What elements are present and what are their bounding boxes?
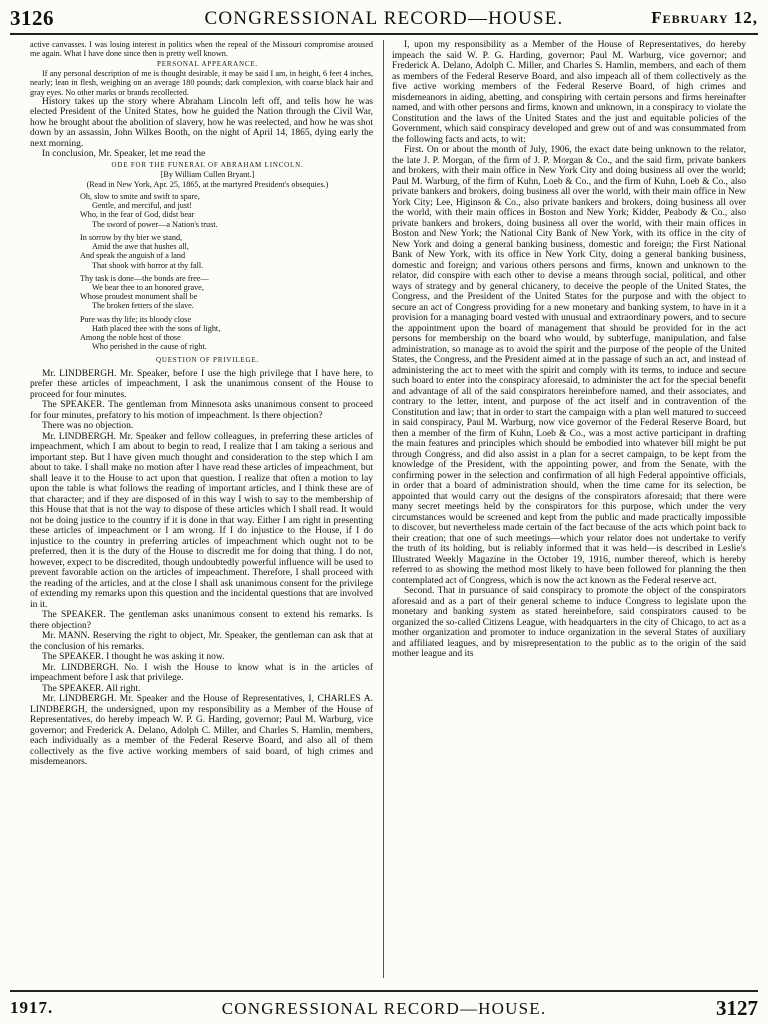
poem-stanza — [80, 274, 373, 311]
poem-line: Thy task is done—the bonds are free— — [80, 273, 209, 283]
poem-line: Oh, slow to smite and swift to spare, — [80, 192, 200, 202]
poem-stanza — [80, 192, 373, 229]
paragraph: Mr. LINDBERGH. No. I wish the House to know what is in the articles of impeachment before I ask that privilege. — [30, 662, 373, 684]
poem-stanza — [80, 233, 373, 270]
page-footer — [10, 990, 758, 1020]
poem-line: We bear thee to an honored grave, — [92, 282, 204, 292]
footer-title: CONGRESSIONAL RECORD—HOUSE. — [221, 999, 547, 1018]
left-column — [30, 40, 373, 978]
issue-date: February 12, — [651, 8, 758, 27]
paragraph: Mr. MANN. Reserving the right to object, Mr. Speaker, the gentleman can ask that at the conclusion of his remarks. — [30, 631, 373, 652]
poem-line: In sorrow by thy bier we stand, — [80, 232, 183, 242]
personal-appearance-heading: PERSONAL APPEARANCE. — [157, 59, 258, 68]
header-rule — [10, 33, 758, 35]
ode-note: (Read in New York, Apr. 25, 1865, at the martyred President's obsequies.) — [86, 179, 329, 189]
poem-line: Who perished in the cause of right. — [92, 342, 207, 352]
poem-line: The broken fetters of the slave. — [92, 301, 194, 311]
poem-stanza — [80, 315, 373, 352]
poem-line: And speak the anguish of a land — [80, 251, 186, 261]
paragraph: Mr. LINDBERGH. Mr. Speaker and the House of Representatives, I, CHARLES A. LINDBERGH, the undersigned, upon my responsibility as a Member of the House of Representatives, do hereby impeach W. P. G. Harding, governor; Paul M. Warburg, vice governor; and Frederick A. Delano, Adolph C. Miller, and Charles S. Hamlin, members, each individually as a member of the Federal Reserve Board, and also all of them collectively as the five active working members of said board, of high crimes and misdemeanors. — [30, 694, 373, 768]
paragraph: Mr. LINDBERGH. Mr. Speaker, before I use the high privilege that I have here, to prefer these articles of impeachment, I ask the unanimous consent of the House to proceed for four minutes. — [30, 368, 373, 400]
publication-title: CONGRESSIONAL RECORD—HOUSE. — [204, 8, 564, 29]
poem-line: Whose proudest monument shall be — [80, 292, 198, 302]
page-header — [10, 6, 758, 32]
poem-line: That shook with horror at thy fall. — [92, 260, 204, 270]
intro-text: active canvasses. I was losing interest in politics when the repeal of the Missouri compromise aroused me again. What I have done since then is pretty well known. — [30, 40, 373, 59]
conclusion-paragraph: In conclusion, Mr. Speaker, let me read the — [42, 149, 206, 160]
paragraph: The SPEAKER. All right. — [42, 683, 141, 694]
paragraph: Second. That in pursuance of said conspiracy to promote the object of the conspirators aforesaid and as a part of their general scheme to induce Congress to legislate upon the monetary and banking system as stated hereinbefore, said conspirators caused to be organized the so-called Citizens League, with headquarters in the city of Chicago, to act as a mother organization and promoter to induce organization in the several States of auxiliary and affiliated leagues, and by misrepresentation to the public as to the origin of the said mother league and its — [392, 586, 746, 659]
footer-page-number: 3127 — [716, 996, 758, 1020]
paragraph: The SPEAKER. The gentleman asks unanimous consent to extend his remarks. Is there objection? — [30, 610, 373, 631]
footer-year: 1917. — [10, 998, 54, 1017]
paragraph: Mr. LINDBERGH. Mr. Speaker and fellow colleagues, in preferring these articles of impeachment, which I am about to begin to read, I realize that I am taking a serious and important step. But I have given much thought and consideration to the step which I am about to take. I shall make no motion after I have read these articles of impeachment, but shall leave it to the House to act upon that question. I realize that often a motion to lay upon the table is what follows the reading of important articles, and I think these are of that character; and if they are disposed of in this way I wish to say to the membership of this House that that is not the way to dispose of these articles which I shall read. It would not be doing justice to the country if it is done in that way. Either I am right in presenting these articles of impeachment or I am wrong. If I do injustice to the House, if I do injustice to the country in preferring articles of impeachment which ought not to be preferred, then it is the duty of the House to discredit me for doing that thing. I do not, however, expect to be discredited, though undoubtedly powerful influence will be used to prevent favorable action on the articles of impeachment. Therefore, I shall proceed with the reading of the articles, and at the close I shall ask unanimous consent for the privilege of extending my remarks upon this question and the incidental questions that are involved in it. — [30, 431, 373, 610]
right-impeachment-text — [392, 40, 746, 660]
paragraph: I, upon my responsibility as a Member of the House of Representatives, do hereby impeach the said W. P. G. Harding, governor; Paul M. Warburg, vice governor; and Frederick A. Delano, Adolph C. Miller, and Charles S. Hamlin, members, and each of them as members of the Federal Reserve Board, and also impeach all of them collectively as the five active working members of the Federal Reserve Board, of high crimes and misdemeanors in aiding, abetting, and conspiring with certain persons and firms hereinafter named, and with other persons and firms, known and unknown, in a conspiracy to violate the Constitution and the laws of the United States and the just and equitable policies of the Government, which said conspiracy developed and grew out of and was consummated from the following facts and acts, to wit: — [392, 40, 746, 145]
poem-line: Pure was thy life; its bloody close — [80, 314, 191, 324]
paragraph: First. On or about the month of July, 1906, the exact date being unknown to the relator, the late J. P. Morgan, of the firm of J. P. Morgan & Co., and the said firm, private bankers and brokers, with their main office in New York City and doing business all over the world; Paul M. Warburg, of the firm of Kuhn, Loeb & Co., and the firm of Kuhn, Loeb & Co., also private bankers and brokers, doing business all over the world, with their main office in New York City; Lee, Higinson & Co., also private bankers and brokers, doing business all over the world, with their main offices in Boston and New York; Kidder, Peabody & Co., also private bankers and brokers, doing business all over the world, with their main offices in Boston and New York; the National City Bank of New York, with its office in the city of New York and doing a general banking business, domestic and foreign; the First National Bank of New York, with its office in New York City, doing a general banking business, domestic and foreign; and various others persons and firms, known and unknown to the relator, did conspire with each other to devise a means through social, political, and other ways of strategy and by general chicanery, to deceive the people of the United States, the Congress, and the President of the United States for the purpose and with the object to secure an act of Congress providing for a new monetary and banking system, to have in it a provision for a managing board vested with unusual and extraordinary powers, and to secure the appointment upon the board of management that should be provided for in the act persons for membership on the board who would, by subterfuge, manipulation, and false administration, so manage as to avoid the spirit and the purpose of the people of the United States, the Congress, and the President aimed at in the passage of such an act, and instead of administering the act to meet with the spirit and comply with its terms, to induce and secure such board to enter into the conspiracy aforesaid, to administer the act for the special benefit and advantage of all of the said conspirators hereinbefore named, and their associates, and contrary to the letter, intent, and purpose of the act itself and in contravention of the Constitution and law; that in order to start the campaign with a plan well matured to succeed in said conspiracy, Paul M. Warburg, now vice governor of the Federal Reserve Board, but then a member of the firm of Kuhn, Loeb & Co., was a most active participant in drafting the main features and principles which should be embodied into whatever bill might be put through Congress, and did also assist in a plan for a secret campaign, to be kept from the knowledge of the President, with the appointing power, and from the Senate, with the confirming power in the selection and confirmation of all high Federal appointive officials, in order that a board of administration should, when the time came for its selection, be appointed that would carry out the designs of the conspirators aforesaid; that there were many secret meetings held by the conspirators for this purpose, which under the very circumstances would be screened and kept from the public and made practically impossible to discover, but nevertheless made certain of the fact because of the acts which point back to their creation; that one of such meetings—which your relator does not undertake to verify the truth of its holding, but is reliably informed that it was held—is described in Leslie's Illustrated Weekly Magazine in the October 19, 1916, number thereof, which is hereby referred to as showing the method most likely to have been followed for planning the then contemplated act of Congress, which is now the act known as the Federal reserve act. — [392, 145, 746, 586]
personal-appearance-text: If any personal description of me is thought desirable, it may be said I am, in height, 6 feet 4 inches, nearly; lean in flesh, weighing on an average 180 pounds; dark complexion, with coarse black hair and gray eyes. No other marks or brands recollected. — [30, 69, 373, 97]
paragraph: There was no objection. — [42, 421, 134, 432]
poem-line: Hath placed thee with the sons of light, — [92, 323, 221, 333]
poem-line: Gentle, and merciful, and just! — [92, 201, 193, 211]
paragraph: The SPEAKER. The gentleman from Minnesota asks unanimous consent to proceed for four minutes, prefatory to his motion of impeachment. Is there objection? — [30, 400, 373, 421]
ode-poem — [30, 192, 373, 351]
ode-title: ODE FOR THE FUNERAL OF ABRAHAM LINCOLN. — [111, 160, 304, 169]
right-column — [392, 40, 746, 978]
left-debate-text — [30, 369, 373, 768]
question-of-privilege-heading: QUESTION OF PRIVILEGE. — [156, 356, 259, 365]
poem-line: Amid the awe that hushes all, — [92, 242, 189, 252]
column-divider — [383, 40, 384, 978]
poem-line: Who, in the fear of God, didst bear — [80, 210, 195, 220]
paragraph: The SPEAKER. I thought he was asking it now. — [42, 652, 225, 663]
ode-author: [By William Cullen Bryant.] — [160, 170, 255, 180]
poem-line: Among the noble host of those — [80, 332, 181, 342]
poem-line: The sword of power—a Nation's trust. — [92, 219, 218, 229]
footer-rule — [10, 990, 758, 992]
history-paragraph: History takes up the story where Abraham Lincoln left off, and tells how he was elected President of the United States, how he guided the Nation through the Civil War, how he brought about the abolition of slavery, how he was reelected, and how he was shot down by an assassin, John Wilkes Booth, on the night of April 14, 1865, dying early the next morning. — [30, 96, 373, 149]
page-number: 3126 — [10, 6, 54, 30]
